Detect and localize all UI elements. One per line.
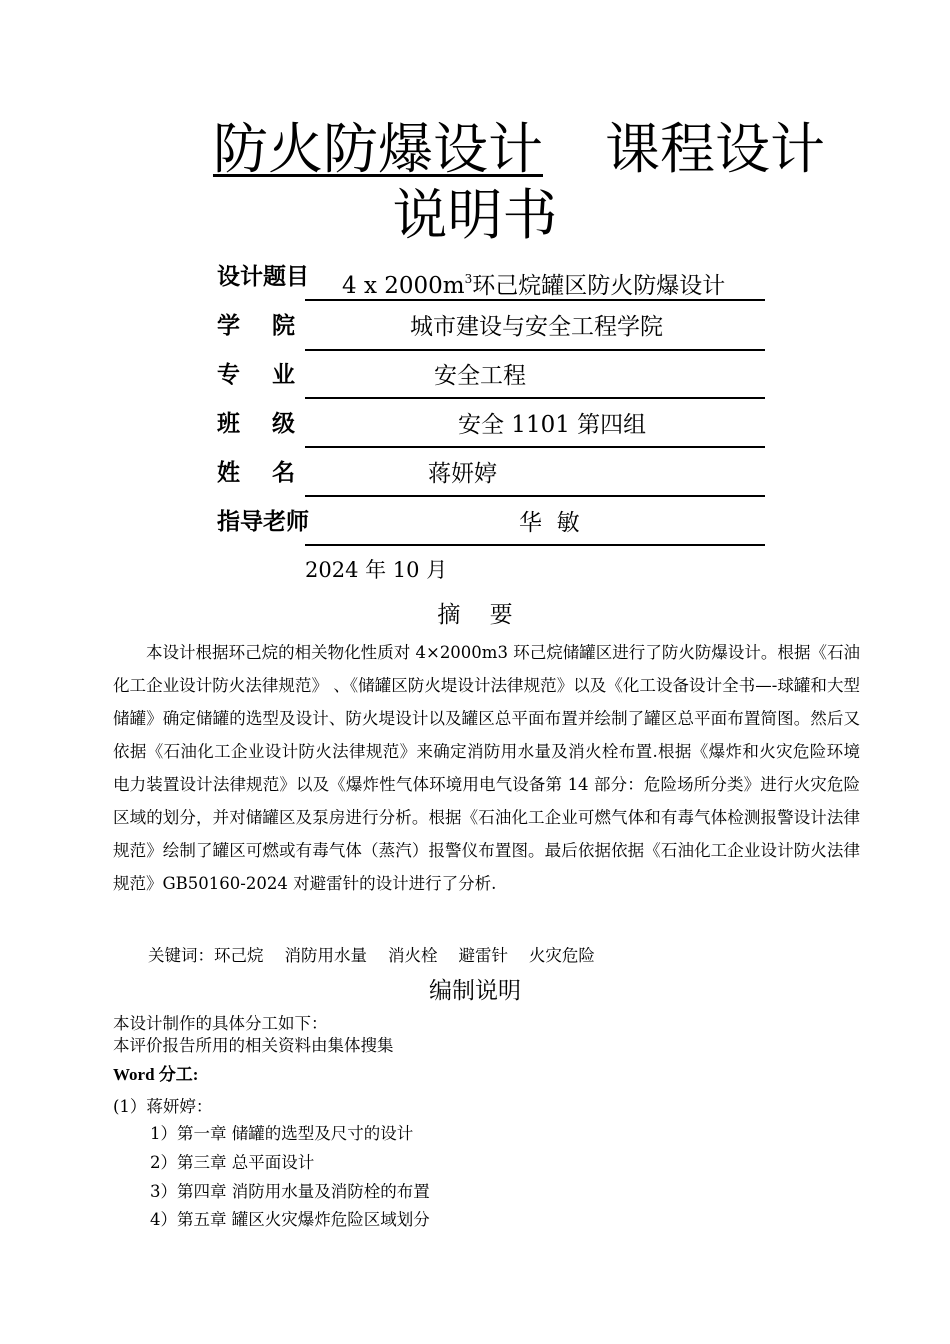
field-underline-class <box>305 446 765 448</box>
field-label-class: 班 级 <box>217 411 296 437</box>
title-subject: 防火防爆设计 <box>212 117 543 181</box>
title-underlined-subject <box>125 117 605 181</box>
document-title-line-1 <box>0 116 950 182</box>
field-value-major: 安全工程 <box>434 363 526 389</box>
word-division-label: Word 分工: <box>113 1065 199 1084</box>
field-label-college: 学 院 <box>217 313 296 339</box>
field-label-major: 专 业 <box>217 362 296 388</box>
task-item-2: 2）第三章 总平面设计 <box>150 1153 315 1172</box>
field-value-topic: 4 x $2000m^3$环己烷罐区防火防爆设计 <box>342 272 726 299</box>
compile-heading: 编制说明 <box>429 978 521 1004</box>
document-date: 2024 年 10 月 <box>305 558 448 582</box>
task-item-1: 1）第一章 储罐的选型及尺寸的设计 <box>150 1124 414 1143</box>
task-item-4: 4）第五章 罐区火灾爆炸危险区域划分 <box>150 1210 430 1229</box>
field-underline-college <box>305 349 765 351</box>
abstract-paragraph: 本设计根据环己烷的相关物化性质对 4×2000m3 环己烷储罐区进行了防火防爆设计。根据《石油化工企业设计防火法律规范》 、《储罐区防火堤设计法律规范》以及《化工设备设计全书—-球罐和大型储罐》确定储罐的选型及设计、防火堤设计以及罐区总平面布置并绘制了罐区总平面布置简图。然后又依据《石油化工企业设计防火法律规范》来确定消防用水量及消火栓布置.根据《爆炸和火灾危险环境电力装置设计法律规范》以及《爆炸性气体环境用电气设备第 14 部分：危险场所分类》进行火灾危险区域的划分，并对储罐区及泵房进行分析。根据《石油化工企业可燃气体和有毒气体检测报警设计法律规范》绘制了罐区可燃或有毒气体（蒸汽）报警仪布置图。最后依据依据《石油化工企业设计防火法律规范》GB50160-2024 对避雷针的设计进行了分析. <box>113 643 860 893</box>
person-entry: (1）蒋妍婷： <box>113 1097 213 1116</box>
field-label-name: 姓 名 <box>217 460 296 486</box>
abstract-keywords: 关键词：环己烷 消防用水量 消火栓 避雷针 火灾危险 <box>148 946 595 965</box>
field-value-advisor: 华 敏 <box>519 510 580 536</box>
compile-intro-1: 本设计制作的具体分工如下： <box>113 1014 328 1033</box>
field-value-class: 安全 1101 第四组 <box>458 412 647 438</box>
abstract-heading: 摘 要 <box>437 602 513 628</box>
field-label-advisor: 指导老师 <box>217 509 309 535</box>
field-underline-advisor <box>305 544 765 546</box>
field-underline-topic <box>305 299 765 301</box>
document-title-line-2: 说明书 <box>392 183 558 247</box>
field-value-college: 城市建设与安全工程学院 <box>410 314 663 340</box>
field-value-name: 蒋妍婷 <box>428 461 497 487</box>
field-underline-name <box>305 495 765 497</box>
abstract-body <box>113 636 860 900</box>
title-type: 课程设计 <box>605 117 826 181</box>
field-label-topic: 设计题目 <box>217 264 309 290</box>
task-item-3: 3）第四章 消防用水量及消防栓的布置 <box>150 1182 430 1201</box>
compile-intro-2: 本评价报告所用的相关资料由集体搜集 <box>113 1036 394 1055</box>
field-underline-major <box>305 397 765 399</box>
